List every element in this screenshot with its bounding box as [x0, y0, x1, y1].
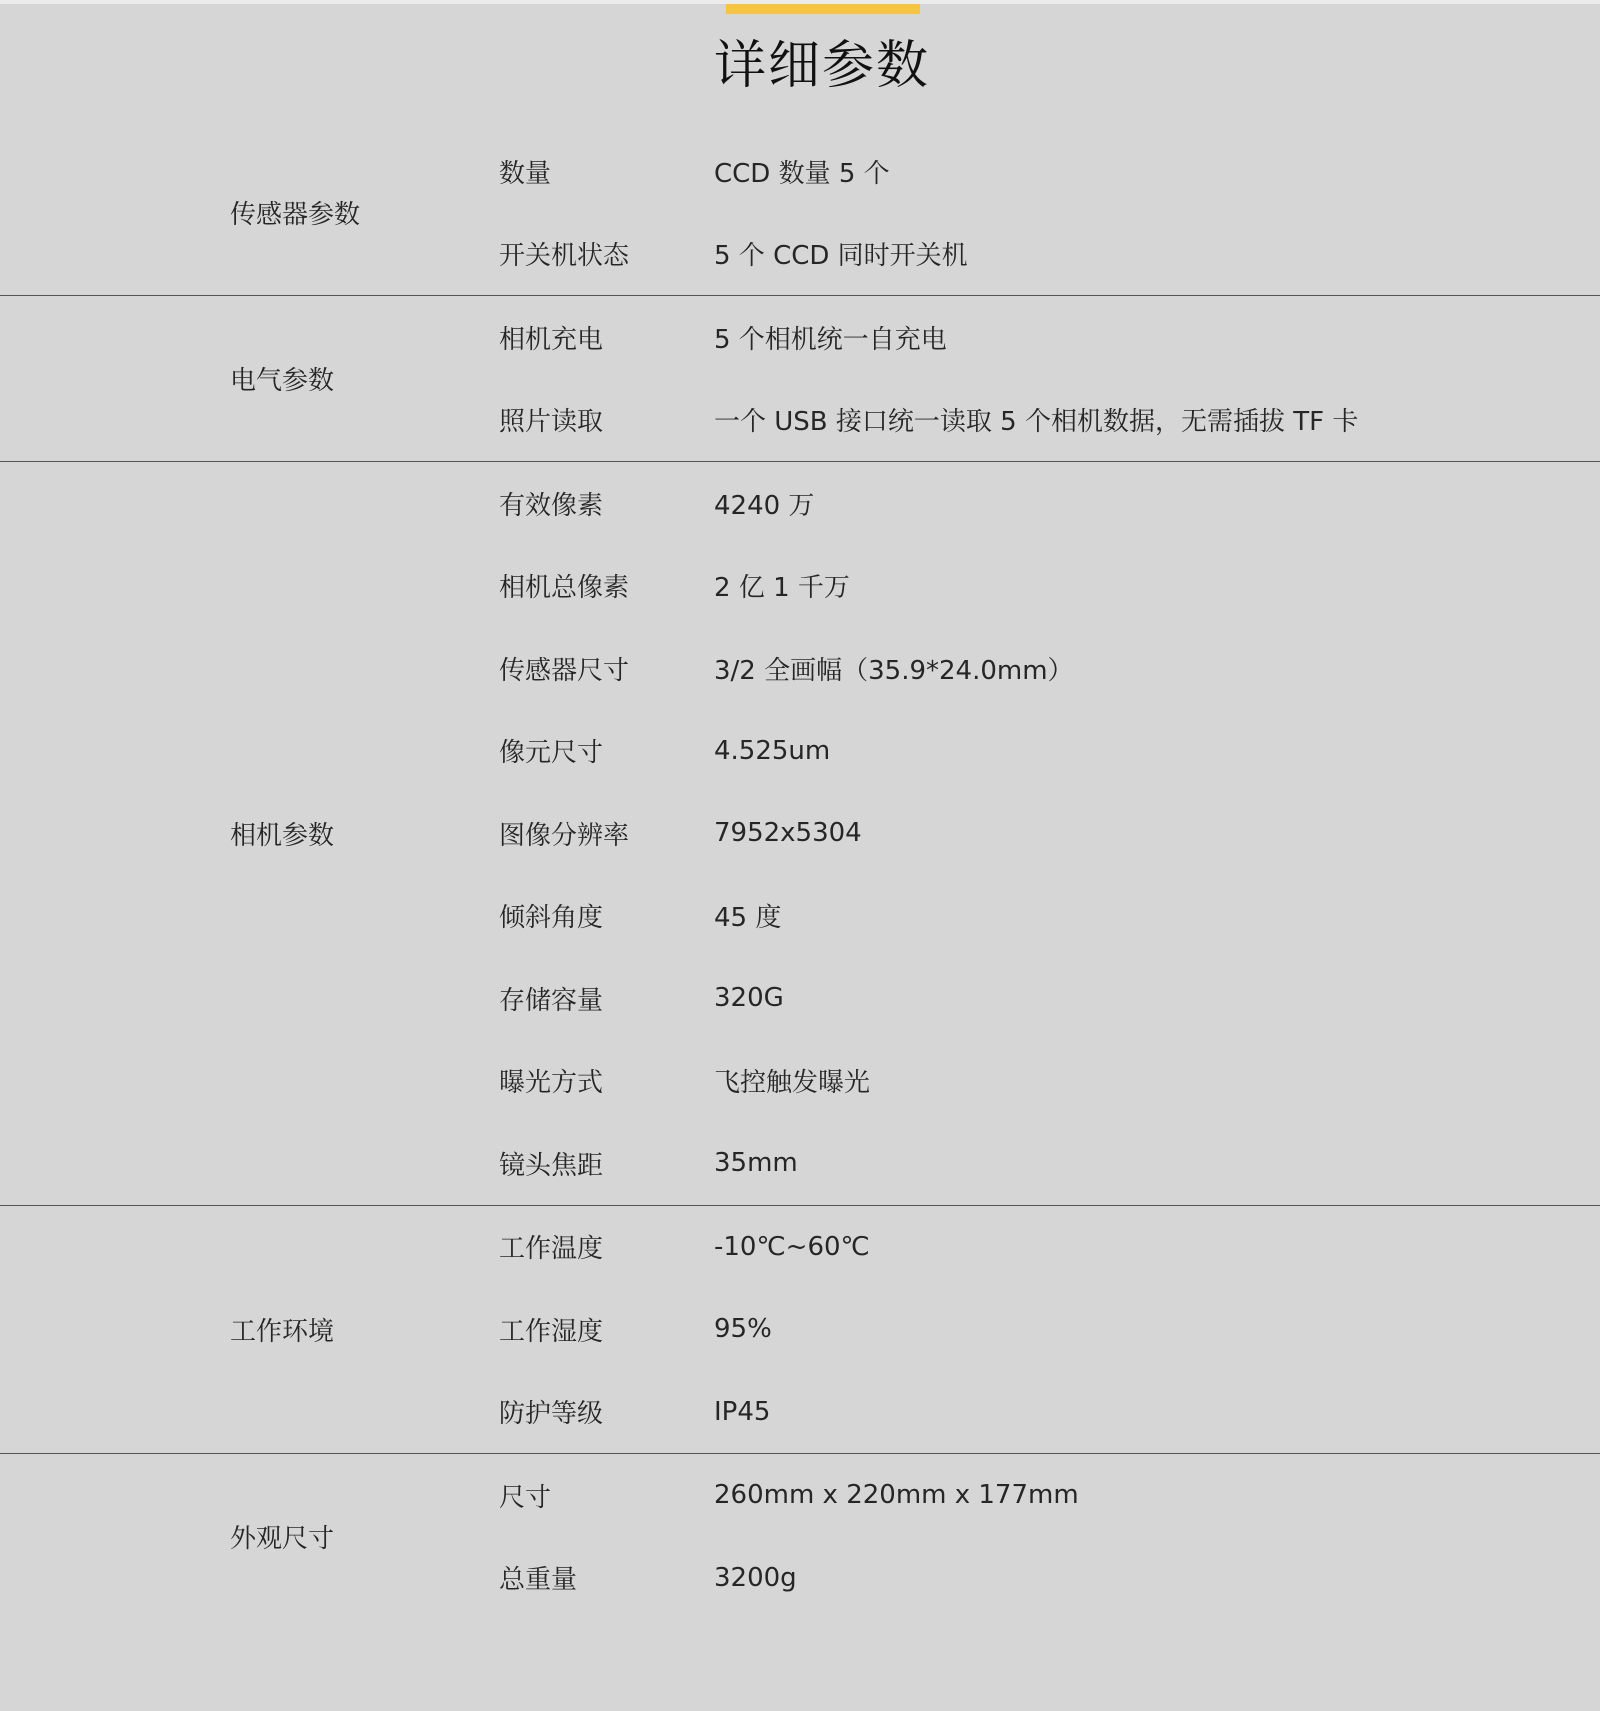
spec-value: 260mm x 220mm x 177mm: [714, 1480, 1079, 1511]
spec-row: [0, 710, 1600, 793]
spec-key: 总重量: [499, 1565, 578, 1596]
page-title: 详细参数: [713, 36, 930, 96]
spec-value: 飞控触发曝光: [714, 1068, 871, 1099]
spec-key: 有效像素: [499, 490, 604, 521]
spec-row: [0, 875, 1600, 958]
spec-row: [0, 462, 1600, 545]
spec-row: [0, 1040, 1600, 1123]
spec-key: 工作温度: [499, 1234, 604, 1265]
spec-group-label: 电气参数: [230, 366, 335, 396]
spec-key: 开关机状态: [499, 241, 630, 272]
spec-key: 工作湿度: [499, 1316, 604, 1347]
spec-key: 传感器尺寸: [499, 655, 630, 686]
spec-key: 倾斜角度: [499, 903, 604, 934]
title-accent-bar: [726, 4, 920, 14]
spec-value: 95%: [714, 1314, 772, 1345]
spec-table: [0, 130, 1600, 1619]
spec-row: [0, 1454, 1600, 1537]
spec-key: 曝光方式: [499, 1068, 604, 1099]
spec-value: 4240 万: [714, 490, 815, 521]
spec-key: 照片读取: [499, 407, 604, 438]
spec-value: 35mm: [714, 1148, 798, 1179]
spec-key: 尺寸: [499, 1482, 552, 1513]
spec-value: 5 个 CCD 同时开关机: [714, 241, 968, 272]
spec-value: 4.525um: [714, 735, 831, 766]
spec-group: [0, 1454, 1600, 1619]
spec-value: 45 度: [714, 903, 782, 934]
spec-value: 一个 USB 接口统一读取 5 个相机数据，无需插拔 TF 卡: [714, 407, 1359, 438]
spec-key: 相机充电: [499, 324, 604, 355]
spec-row: [0, 792, 1600, 875]
spec-value: 3/2 全画幅（35.9*24.0mm）: [714, 655, 1074, 686]
spec-row: [0, 379, 1600, 462]
spec-group-label: 传感器参数: [230, 200, 361, 230]
spec-group-label: 外观尺寸: [230, 1524, 335, 1554]
spec-value: 2 亿 1 千万: [714, 573, 850, 604]
spec-group-label: 相机参数: [230, 820, 335, 851]
spec-value: 320G: [714, 983, 784, 1014]
spec-row: [0, 296, 1600, 379]
spec-value: 5 个相机统一自充电: [714, 324, 947, 355]
spec-key: 像元尺寸: [499, 738, 604, 769]
spec-row: [0, 627, 1600, 710]
spec-row: [0, 1288, 1600, 1371]
spec-row: [0, 130, 1600, 213]
spec-value: 3200g: [714, 1562, 797, 1593]
spec-key: 存储容量: [499, 985, 604, 1016]
spec-row: [0, 1537, 1600, 1620]
spec-value: IP45: [714, 1396, 771, 1427]
spec-key: 镜头焦距: [499, 1150, 604, 1181]
spec-key: 相机总像素: [499, 573, 630, 604]
spec-group-label: 工作环境: [230, 1316, 335, 1347]
spec-group: [0, 462, 1600, 1206]
spec-key: 图像分辨率: [499, 820, 630, 851]
spec-row: [0, 213, 1600, 296]
spec-value: -10℃~60℃: [714, 1231, 870, 1262]
spec-key: 防护等级: [499, 1399, 604, 1430]
spec-value: 7952x5304: [714, 818, 862, 849]
spec-group: [0, 296, 1600, 462]
spec-key: 数量: [499, 158, 552, 189]
spec-row: [0, 545, 1600, 628]
spec-row: [0, 1371, 1600, 1454]
spec-group: [0, 1206, 1600, 1455]
spec-row: [0, 957, 1600, 1040]
spec-row: [0, 1206, 1600, 1289]
spec-group: [0, 130, 1600, 296]
spec-value: CCD 数量 5 个: [714, 158, 890, 189]
spec-row: [0, 1122, 1600, 1205]
